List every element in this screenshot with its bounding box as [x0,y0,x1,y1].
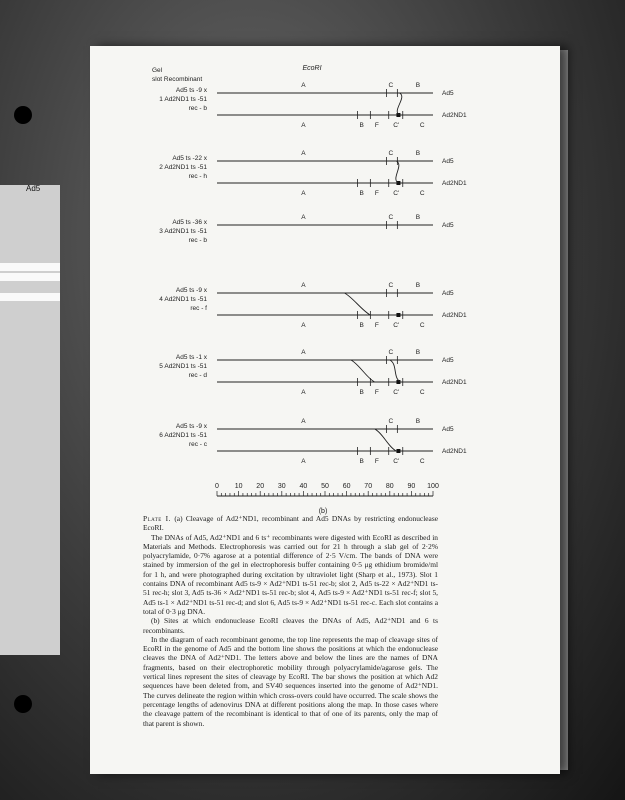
punch-hole-bottom [14,695,32,713]
scale-tick-label: 60 [342,483,351,490]
panel-label-line2: 3 Ad2ND1 ts -51 [159,228,207,235]
header-slot: slot Recombinant [152,76,203,83]
header-gel: Gel [152,67,163,74]
enzyme-title: EcoRI [302,65,322,72]
panel-label-line3: rec - b [188,237,207,244]
ad5-fragment-label: B [415,214,421,221]
parent-label-ad5: Ad5 [442,426,454,433]
scale-tick-label: 30 [277,483,286,490]
panel-label-line3: rec - c [188,441,207,448]
panel-label-line1: Ad5 ts -22 x [172,155,207,162]
scale-tick-label: 80 [385,483,394,490]
punch-hole-top [14,106,32,124]
panel-label-line2: 4 Ad2ND1 ts -51 [159,296,207,303]
ad2nd1-fragment-label: B [359,122,364,129]
panel-5 [159,349,467,396]
deletion-insertion-bar [396,113,400,117]
ad5-fragment-label: A [301,150,306,157]
ad5-fragment-label: C [388,349,394,356]
panel-3 [159,214,454,244]
ad2nd1-fragment-label: A [301,458,306,465]
parent-label-ad5: Ad5 [442,158,454,165]
panel-label-line2: 5 Ad2ND1 ts -51 [159,363,207,370]
ad2nd1-fragment-label: A [301,322,306,329]
ad2nd1-fragment-label: B [359,389,364,396]
figure-caption [143,514,438,728]
parent-label-ad2nd1: Ad2ND1 [442,448,467,455]
caption-paragraph-2: (b) Sites at which endonuclease EcoRI cleaves the DNAs of Ad5, Ad2⁺ND1 and 6 ts recombinants. [143,616,438,635]
ad2nd1-fragment-label: C' [393,122,400,129]
ad5-fragment-label: A [301,418,306,425]
ad5-fragment-label: A [301,82,306,89]
recombinant-panels [159,82,467,465]
ad2nd1-fragment-label: C' [393,458,400,465]
scale-tick-label: 0 [215,483,219,490]
ad5-fragment-label: B [415,349,421,356]
panel-label-line3: rec - f [190,305,207,312]
caption-paragraph-1: The DNAs of Ad5, Ad2⁺ND1 and 6 ts⁺ recombinants were digested with EcoRI as described in Materials and Methods. Electrophoresis was carried out for 21 h through a slab gel of 2·2% polyacrylamide, 0·7% agarose at a potential difference of 2·5 V/cm. The bands of DNA were stained by immersion of the gel in electrophoresis buffer containing 0·5 μg ethidium bromide/ml for 1 h, and were photographed during excitation by ultraviolet light (Sharp et al., 1973). Slot 1 contains DNA of recombinant Ad5 ts-9 × Ad2⁺ND1 ts-51 rec-b; slot 2, Ad5 ts-22 × Ad2⁺ND1 ts-51 rec-h; slot 3, Ad5 ts-36 × Ad2⁺ND1 ts-51 rec-b; slot 4, Ad5 ts-9 × Ad2⁺ND1 ts-51 rec-f; slot 5, Ad5 ts-1 × Ad2⁺ND1 ts-51 rec-d; and slot 6, Ad5 ts-9 × Ad2⁺ND1 ts-51 rec-c. Each slot contains a total of 0·3 μg DNA. [143,532,438,616]
parent-label-ad5: Ad5 [442,357,454,364]
ad2nd1-fragment-label: C [419,122,425,129]
panel-2 [159,150,467,197]
scale-tick-label: 40 [299,483,308,490]
panel-label-line2: 1 Ad2ND1 ts -51 [159,96,207,103]
panel-label-line1: Ad5 ts -36 x [172,219,207,226]
ad2nd1-fragment-label: F [374,458,379,465]
ad2nd1-fragment-label: F [374,190,379,197]
ad5-fragment-label: C [388,82,394,89]
parent-label-ad5: Ad5 [442,90,454,97]
scale-tick-label: 100 [427,483,439,490]
panel-label-line2: 2 Ad2ND1 ts -51 [159,164,207,171]
panel-1 [159,82,467,129]
ad2nd1-fragment-label: C [419,389,425,396]
ad5-fragment-label: A [301,282,306,289]
ad2nd1-fragment-label: C [419,322,425,329]
crossover-curve [351,360,375,382]
ad2nd1-fragment-label: C [419,458,425,465]
crossover-curve [397,93,402,115]
ad2nd1-fragment-label: F [374,122,379,129]
percentage-scale [215,483,439,496]
ad2nd1-fragment-label: B [359,190,364,197]
panel-label-line1: Ad5 ts -9 x [175,287,207,294]
caption-title-paragraph [143,514,438,533]
scale-tick-label: 90 [407,483,416,490]
parent-label-ad2nd1: Ad2ND1 [442,180,467,187]
scale-tick-label: 10 [234,483,243,490]
ad5-fragment-label: B [415,150,421,157]
panel-4 [159,282,467,329]
deletion-insertion-bar [396,449,400,453]
ad2nd1-fragment-label: A [301,190,306,197]
panel-6 [159,418,467,465]
panel-label-b: (b) [318,508,328,515]
ad2nd1-fragment-label: A [301,122,306,129]
ad2nd1-fragment-label: C' [393,389,400,396]
scale-tick-label: 70 [364,483,373,490]
ad5-fragment-label: C [388,214,394,221]
ad2nd1-fragment-label: F [374,389,379,396]
panel-label-line1: Ad5 ts -9 x [175,87,207,94]
deletion-insertion-bar [396,313,400,317]
ad5-fragment-label: C [388,418,394,425]
crossover-curve [375,429,397,451]
ad2nd1-fragment-label: F [374,322,379,329]
ad2nd1-fragment-label: A [301,389,306,396]
parent-label-ad5: Ad5 [442,290,454,297]
panel-label-line2: 6 Ad2ND1 ts -51 [159,432,207,439]
ad5-fragment-label: C [388,282,394,289]
scale-tick-label: 20 [256,483,265,490]
parent-label-ad5: Ad5 [442,222,454,229]
scale-tick-label: 50 [321,483,329,490]
caption-paragraph-3: In the diagram of each recombinant genome, the top line represents the map of cleavage sites of EcoRI in the genome of Ad5 and the bottom line shows the positions at which the endonuclease cleaves the DNA of Ad2⁺ND1. The letters above and below the lines are the names of DNA fragments, based on their electrophoretic mobility through polyacrylamide/agarose gels. The vertical lines represent the sites of cleavage by EcoRI. The bar shows the position at which Ad2 sequences have been deleted from, and SV40 sequences inserted into the genome of Ad2⁺ND1. The curves delineate the region within which cross-overs could have occurred. The scale shows the percentage lengths of adenovirus DNA at different positions along the map. In those cases where the cleavage pattern of the recombinant is identical to that of one of its parents, only the map of that parent is shown. [143,634,438,728]
ad5-fragment-label: B [415,82,421,89]
adjacent-page-strip [0,185,60,655]
parent-label-ad2nd1: Ad2ND1 [442,312,467,319]
parent-label-ad2nd1: Ad2ND1 [442,112,467,119]
adjacent-page-label: Ad5 [26,184,41,193]
ad5-fragment-label: A [301,349,306,356]
ad2nd1-fragment-label: B [359,322,364,329]
panel-label-line3: rec - d [188,372,207,379]
ad5-fragment-label: B [415,418,421,425]
crossover-curve [390,360,401,382]
ad2nd1-fragment-label: C [419,190,425,197]
ad5-fragment-label: A [301,214,306,221]
panel-label-line1: Ad5 ts -1 x [175,354,207,361]
ad2nd1-fragment-label: C' [393,322,400,329]
ecori-cleavage-map-figure [90,46,560,516]
ad5-fragment-label: C [388,150,394,157]
ad5-fragment-label: B [415,282,421,289]
caption-title-rest: (a) Cleavage of Ad2⁺ND1, recombinant and Ad5 DNAs by restricting endonuclease EcoRI. [143,514,438,533]
parent-label-ad2nd1: Ad2ND1 [442,379,467,386]
ad2nd1-fragment-label: C' [393,190,400,197]
panel-label-line1: Ad5 ts -9 x [175,423,207,430]
caption-title: Plate I. [143,514,171,523]
panel-label-line3: rec - h [188,173,207,180]
ad2nd1-fragment-label: B [359,458,364,465]
panel-label-line3: rec - b [188,105,207,112]
